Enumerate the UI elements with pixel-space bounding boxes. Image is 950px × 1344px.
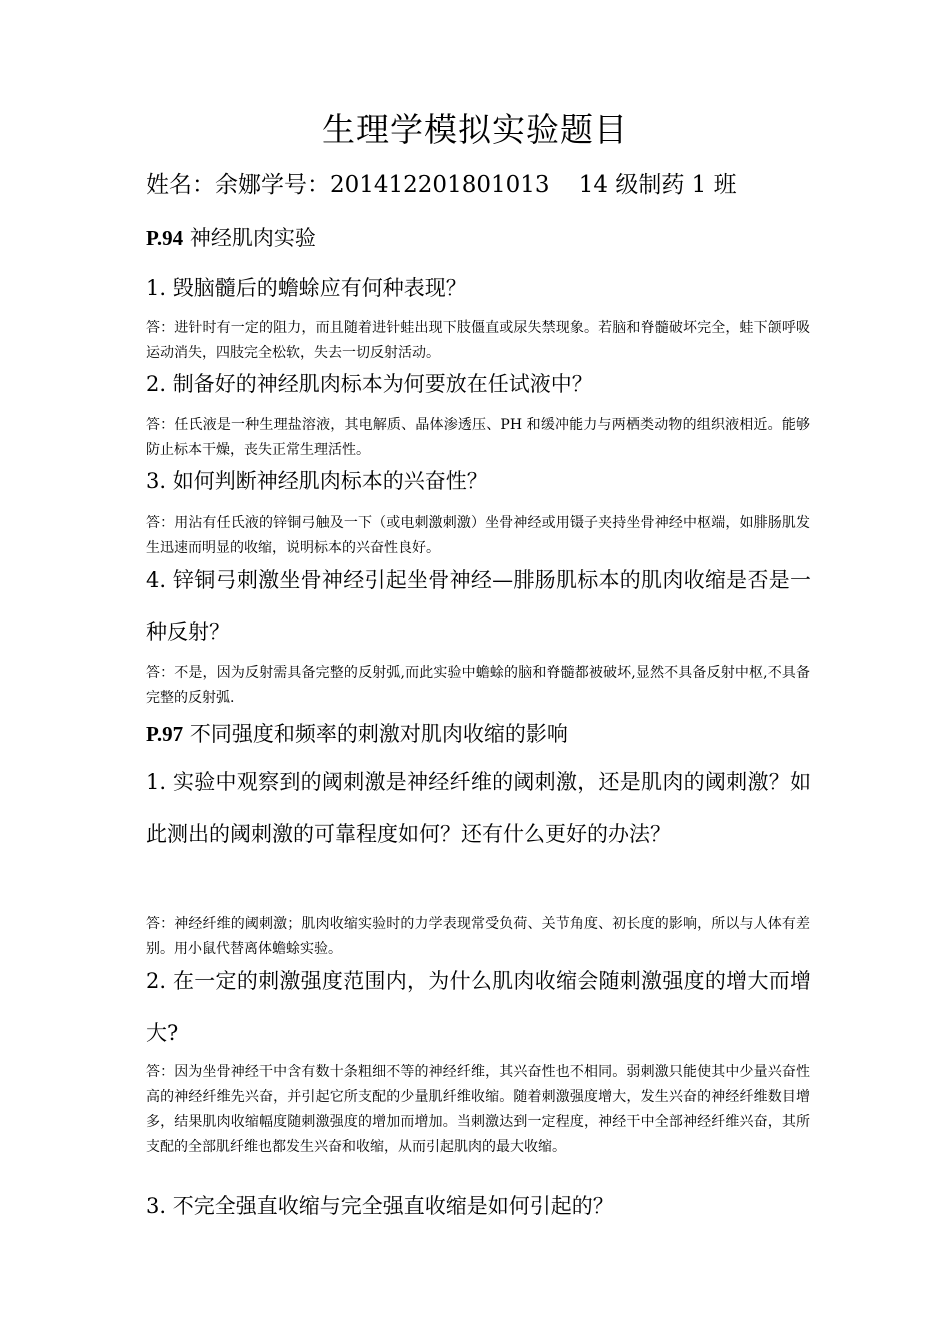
section-heading-p94 xyxy=(146,222,316,252)
section-name: 不同强度和频率的刺激对肌肉收缩的影响 xyxy=(183,722,568,746)
question-4: 4. 锌铜弓刺激坐骨神经引起坐骨神经—腓肠肌标本的肌肉收缩是否是一种反射？ xyxy=(146,568,811,644)
answer-3: 答：用沾有任氏液的锌铜弓触及一下（或电刺激刺激）坐骨神经或用镊子夹持坐骨神经中枢端，如腓肠肌发生迅速而明显的收缩，说明标本的兴奋性良好。 xyxy=(146,515,810,556)
question-1: 1. 毁脑髓后的蟾蜍应有何种表现？ xyxy=(146,276,467,300)
answer-4: 答：不是，因为反射需具备完整的反射弧,而此实验中蟾蜍的脑和脊髓都被破坏,显然不具备反射中枢,不具备完整的反射弧. xyxy=(146,665,810,706)
question-2: 2. 制备好的神经肌肉标本为何要放在任试液中？ xyxy=(146,372,593,396)
page-title: 生理学模拟实验题目 xyxy=(322,110,628,149)
answer-6: 答：因为坐骨神经干中含有数十条粗细不等的神经纤维，其兴奋性也不相同。弱刺激只能使其中少量兴奋性高的神经纤维先兴奋，并引起它所支配的少量肌纤维收缩。随着刺激强度增大，发生兴奋的神经纤维数目增多，结果肌肉收缩幅度随刺激强度的增加而增加。当刺激达到一定程度，神经干中全部神经纤维兴奋，其所支配的全部肌纤维也都发生兴奋和收缩，从而引起肌肉的最大收缩。 xyxy=(146,1064,810,1155)
answer-1: 答：进针时有一定的阻力，而且随着进针蛙出现下肢僵直或尿失禁现象。若脑和脊髓破坏完全，蛙下颌呼吸运动消失，四肢完全松软，失去一切反射活动。 xyxy=(146,320,810,361)
section-heading-p97 xyxy=(146,718,568,748)
section-code: P.97 xyxy=(146,722,184,746)
student-info-line: 姓名：余娜学号：201412201801013 14 级制药 1 班 xyxy=(146,172,737,198)
question-3: 3. 如何判断神经肌肉标本的兴奋性？ xyxy=(146,469,488,493)
question-7: 3. 不完全强直收缩与完全强直收缩是如何引起的？ xyxy=(146,1194,614,1218)
question-5: 1. 实验中观察到的阈刺激是神经纤维的阈刺激，还是肌肉的阈刺激？如此测出的阈刺激的可靠程度如何？还有什么更好的办法？ xyxy=(146,770,811,846)
answer-2: 答：任氏液是一种生理盐溶液，其电解质、晶体渗透压、PH 和缓冲能力与两栖类动物的组织液相近。能够防止标本干燥，丧失正常生理活性。 xyxy=(146,417,810,458)
question-6: 2. 在一定的刺激强度范围内，为什么肌肉收缩会随刺激强度的增大而增大? xyxy=(146,969,811,1045)
section-name: 神经肌肉实验 xyxy=(183,226,316,250)
section-code: P.94 xyxy=(146,226,184,250)
answer-5: 答：神经纤维的阈刺激；肌肉收缩实验时的力学表现常受负荷、关节角度、初长度的影响，所以与人体有差别。用小鼠代替离体蟾蜍实验。 xyxy=(146,916,810,957)
